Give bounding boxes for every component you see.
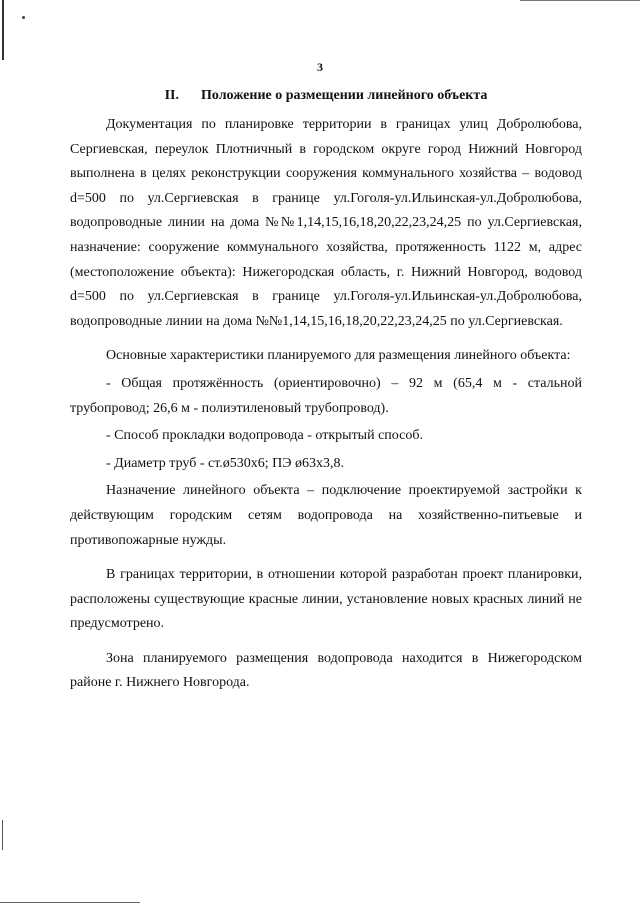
section-heading xyxy=(70,88,582,104)
scan-speck xyxy=(22,16,25,19)
scan-artifact-top-edge xyxy=(520,0,640,1)
paragraph-zone-location: Зона планируемого размещения водопровода находится в Нижегородском районе г. Нижнего Новгорода. xyxy=(70,650,582,691)
body-text xyxy=(70,113,582,696)
paragraph-pipe-diameter: - Диаметр труб - ст.ø530х6; ПЭ ø63х3,8. xyxy=(106,455,345,471)
scan-artifact-bottom-edge xyxy=(0,902,140,903)
paragraph-documentation: Документация по планировке территории в границах улиц Добролюбова, Сергиевская, переулок Плотничный в городском округе город Нижний Новгород выполнена в целях реконструкции сооружения коммунального хозяйства – водовод d=500 по ул.Сергиевская в границе ул.Гоголя-ул.Ильинская-ул.Добролюбова, водопроводные линии на дома №№1,14,15,16,18,20,22,23,24,25 по ул.Сергиевская, назначение: сооружение коммунального хозяйства, протяженность 1122 м, адрес (местоположение объекта): Нижегородская область, г. Нижний Новгород, водовод d=500 по ул.Сергиевская в границе ул.Гоголя-ул.Ильинская-ул.Добролюбова, водопроводные линии на дома №№1,14,15,16,18,20,22,23,24,25 по ул.Сергиевская. xyxy=(70,117,582,329)
section-number: II. xyxy=(164,88,179,103)
section-title: Положение о размещении линейного объекта xyxy=(200,88,488,103)
page-number: 3 xyxy=(317,60,323,74)
paragraph-characteristics-intro: Основные характеристики планируемого для размещения линейного объекта: xyxy=(106,348,571,364)
scan-artifact-left-edge-bottom xyxy=(2,820,3,850)
paragraph-laying-method: - Способ прокладки водопровода - открытый способ. xyxy=(106,428,423,444)
paragraph-total-length: - Общая протяжённость (ориентировочно) – 92 м (65,4 м - стальной трубопровод; 26,6 м - полиэтиленовый трубопровод). xyxy=(70,375,582,416)
scan-artifact-left-edge xyxy=(2,0,4,60)
paragraph-red-lines: В границах территории, в отношении которой разработан проект планировки, расположены существующие красные линии, установление новых красных линий не предусмотрено. xyxy=(70,567,582,632)
paragraph-purpose: Назначение линейного объекта – подключение проектируемой застройки к действующим городским сетям водопровода на хозяйственно-питьевые и противопожарные нужды. xyxy=(70,483,582,548)
